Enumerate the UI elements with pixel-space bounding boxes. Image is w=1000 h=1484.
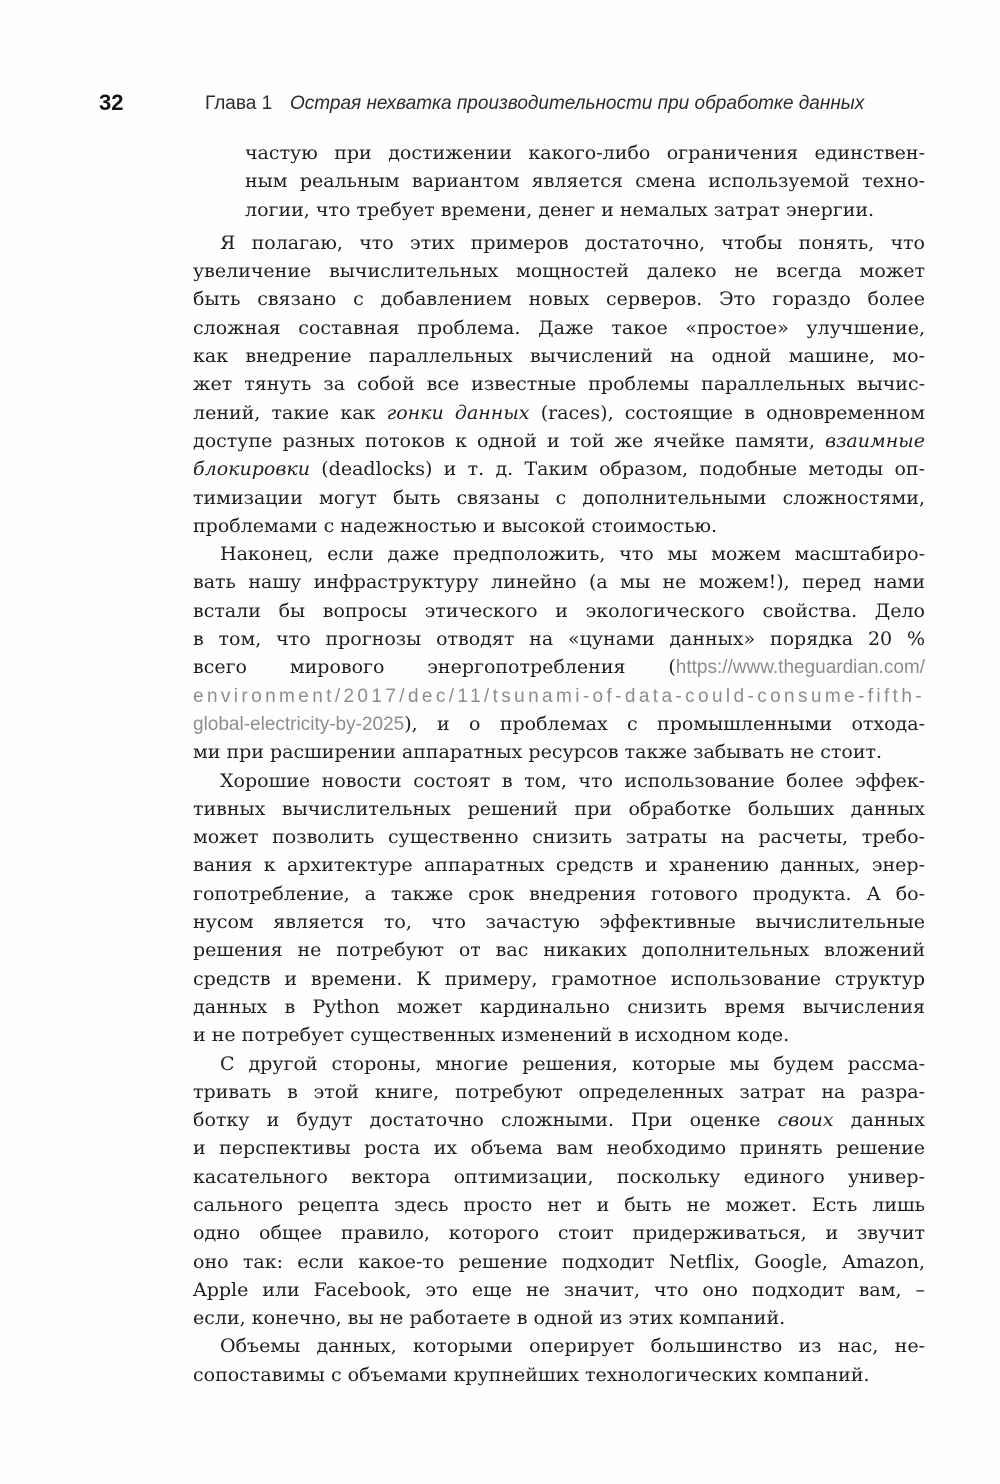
- text-line: проблемами с надежностью и высокой стоимостью.: [193, 514, 718, 537]
- text-line: [193, 710, 925, 738]
- text-line: касательного вектора оптимизации, поскольку единого универ-: [193, 1165, 925, 1188]
- text-line: вания к архитектуре аппаратных средств и хранению данных, энер-: [193, 854, 925, 877]
- text-line: логии, что требует времени, денег и немалых затрат энергии.: [245, 198, 875, 221]
- text-line: Объемы данных, которыми оперирует большинство из нас, не-: [220, 1335, 925, 1358]
- text-line: тривать в этой книге, потребуют определенных затрат на разра-: [193, 1080, 925, 1103]
- text-line: увеличение вычислительных мощностей далеко не всегда может: [193, 260, 925, 283]
- line-segment: ботку и будут достаточно сложными. При оценке: [193, 1109, 778, 1132]
- text-line: встали бы вопросы этического и экологического свойства. Дело: [193, 599, 925, 622]
- text-line: Я полагаю, что этих примеров достаточно, чтобы понять, что: [220, 231, 925, 254]
- paragraph: [193, 767, 925, 1050]
- text-line: и перспективы роста их объема вам необходимо принять решение: [193, 1137, 925, 1160]
- text-line: жет тянуть за собой все известные проблемы параллельных вычис-: [193, 373, 925, 396]
- text-line: решения не потребуют от вас никаких дополнительных вложений: [193, 939, 925, 962]
- text-line: С другой стороны, многие решения, которые мы будем рассма-: [220, 1052, 925, 1075]
- text-line: средств и времени. К примеру, грамотное использование структур: [193, 967, 925, 990]
- running-head: [0, 90, 1000, 116]
- text-line: [193, 682, 925, 710]
- text-line: [193, 427, 925, 455]
- paragraph: [193, 229, 925, 540]
- text-line: ми при расширении аппаратных ресурсов также забывать не стоит.: [193, 741, 883, 764]
- text-line: как внедрение параллельных вычислений на одной машине, мо-: [193, 345, 925, 368]
- text-line: сального рецепта здесь просто нет и быть не может. Есть лишь: [193, 1193, 925, 1216]
- text-line: Хорошие новости состоят в том, что использование более эффек-: [220, 769, 925, 792]
- line-segment: (deadlocks) и т. д. Таким образом, подобные методы оп-: [309, 458, 925, 481]
- line-segment: доступе разных потоков к одной и той же ячейке памяти,: [193, 429, 826, 452]
- paragraph: [193, 540, 925, 766]
- emphasis-text: блокировки: [193, 458, 310, 481]
- text-line: оно так: если какое-то решение подходит Netflix, Google, Amazon,: [193, 1250, 925, 1273]
- chapter-label: Глава 1: [205, 93, 273, 114]
- text-line: нусом является то, что зачастую эффективные вычислительные: [193, 911, 925, 934]
- list-item-continuation: [245, 139, 925, 224]
- text-line: гопотребление, а также срок внедрения готового продукта. А бо-: [193, 882, 925, 905]
- body-text: [193, 139, 925, 1389]
- text-line: Apple или Facebook, это еще не значит, что оно подходит вам, –: [193, 1278, 925, 1301]
- text-line: Наконец, если даже предположить, что мы можем масштабиро-: [220, 543, 925, 566]
- line-segment: всего мирового энергопотребления (: [193, 656, 676, 679]
- page-number: 32: [99, 90, 124, 115]
- url-text: environment/2017/dec/11/tsunami-of-data-could-consume-fifth-: [193, 685, 925, 707]
- chapter-title: Острая нехватка производительности при обработке данных: [290, 93, 865, 114]
- text-line: и не потребует существенных изменений в исходном коде.: [193, 1024, 790, 1047]
- text-line: [193, 399, 925, 427]
- text-line: сложная составная проблема. Даже такое «простое» улучшение,: [193, 316, 925, 339]
- paragraph: [193, 1332, 925, 1389]
- emphasis-text: гонки данных: [386, 401, 530, 424]
- line-segment: данных: [833, 1109, 925, 1132]
- emphasis-text: своих: [777, 1109, 834, 1132]
- line-segment: лений, такие как: [193, 401, 387, 424]
- text-line: тимизации могут быть связаны с дополнительными сложностями,: [193, 486, 925, 509]
- text-line: [193, 1106, 925, 1134]
- text-line: если, конечно, вы не работаете в одной из этих компаний.: [193, 1307, 786, 1330]
- emphasis-text: взаимные: [825, 429, 925, 452]
- text-line: тивных вычислительных решений при обработке больших данных: [193, 797, 925, 820]
- line-segment: ), и о проблемах с промышленными отхода-: [404, 712, 925, 735]
- text-line: одно общее правило, которого стоит придерживаться, и звучит: [193, 1222, 925, 1245]
- line-segment: (races), состоящие в одновременном: [529, 401, 925, 424]
- text-line: в том, что прогнозы отводят на «цунами данных» порядка 20 %: [193, 628, 925, 651]
- text-line: может позволить существенно снизить затраты на расчеты, требо-: [193, 826, 925, 849]
- url-text: https://www.theguardian.com/: [675, 657, 925, 679]
- url-text: global-electricity-by-2025: [193, 713, 405, 735]
- text-line: частую при достижении какого-либо ограничения единствен-: [245, 142, 925, 164]
- text-line: вать нашу инфраструктуру линейно (а мы не можем!), перед нами: [193, 571, 925, 594]
- text-line: сопоставимы с объемами крупнейших технологических компаний.: [193, 1363, 870, 1386]
- paragraph: [193, 1050, 925, 1333]
- text-line: данных в Python может кардинально снизить время вычисления: [193, 995, 925, 1018]
- text-line: [193, 653, 925, 681]
- text-line: [193, 455, 925, 483]
- text-line: быть связано с добавлением новых серверов. Это гораздо более: [193, 288, 925, 311]
- text-line: ным реальным вариантом является смена используемой техно-: [245, 170, 925, 193]
